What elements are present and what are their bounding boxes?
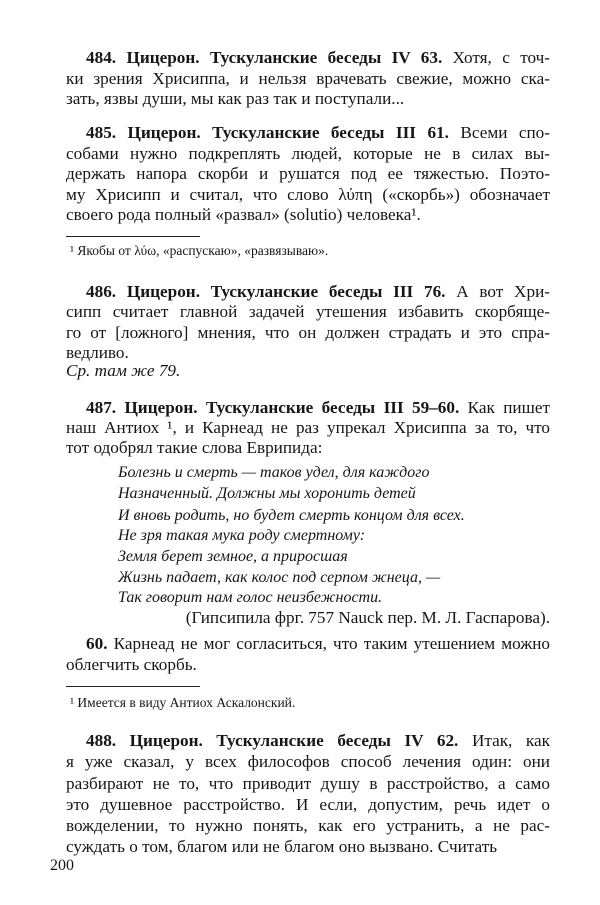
entry-first-line xyxy=(86,282,550,302)
entry-text-line: облегчить скорбь. xyxy=(66,655,197,674)
footnote-divider xyxy=(66,236,200,237)
entry-text-line: своего рода полный «развал» (solutio) человека¹. xyxy=(66,205,421,224)
poem-line: Не зря такая мука роду смертному: xyxy=(118,527,366,544)
footnote: ¹ Имеется в виду Антиох Аскалонский. xyxy=(70,695,296,710)
entry-heading: 488. Цицерон. Тускуланские беседы IV 62. xyxy=(86,731,459,750)
entry-first-line xyxy=(86,731,550,751)
entry-text-line: собами нужно подкреплять людей, которые не в силах вы- xyxy=(66,144,550,163)
poem-line: Жизнь падает, как колос под серпом жнеца, — xyxy=(118,569,441,586)
entry-text-line: я уже сказал, у всех философов способ лечения один: они xyxy=(66,752,550,771)
entry-heading: 487. Цицерон. Тускуланские беседы III 59–60. xyxy=(86,398,460,417)
entry-text-line: сипп считает главной задачей утешения избавить скорбяще- xyxy=(66,302,550,321)
footnote: ¹ Якобы от λύω, «распускаю», «развязываю». xyxy=(70,243,329,258)
entry-first-line xyxy=(86,123,550,143)
entry-text: Как пишет xyxy=(467,398,550,417)
poem-line: И вновь родить, но будет смерть концом для всех. xyxy=(118,507,465,524)
entry-text-line: ведливо. xyxy=(66,343,129,362)
entry-text-line: суждать о том, благом или не благом оно вызвано. Считать xyxy=(66,837,498,856)
entry-text-line: му Хрисипп и считал, что слово λύπη («скорбь») обозначает xyxy=(66,185,550,204)
footnote-divider xyxy=(66,686,200,687)
entry-text-line: наш Антиох ¹, и Карнеад не раз упрекал Хрисиппа за то, что xyxy=(66,418,550,437)
cross-reference: Ср. там же 79. xyxy=(66,361,181,380)
entry-text: Карнеад не мог согласиться, что таким утешением можно xyxy=(113,634,550,653)
entry-text: А вот Хри- xyxy=(456,282,550,301)
entry-text-line: зать, язвы души, мы как раз так и поступали... xyxy=(66,89,405,108)
entry-text-line: вожделении, то нужно понять, как его устранить, а не рас- xyxy=(66,816,550,835)
entry-text: Хотя, с точ- xyxy=(452,48,550,67)
entry-text-line: ки зрения Хрисиппа, и нельзя врачевать свежие, можно ска- xyxy=(66,69,550,88)
entry-first-line xyxy=(86,48,550,68)
entry-heading: 484. Цицерон. Тускуланские беседы IV 63. xyxy=(86,48,443,67)
entry-text-line: это душевное расстройство. И если, допустим, речь идет о xyxy=(66,795,550,814)
entry-text-line: го от [ложного] мнения, что он должен страдать и это спра- xyxy=(66,323,550,342)
page-number: 200 xyxy=(50,857,74,874)
poem-line: Болезнь и смерть — таков удел, для каждого xyxy=(118,464,430,481)
poem-line: Назначенный. Должны мы хоронить детей xyxy=(118,485,416,502)
poem-line: Земля берет земное, а приросшая xyxy=(118,548,348,565)
entry-text: Итак, как xyxy=(471,731,550,750)
entry-text: Всеми спо- xyxy=(460,123,550,142)
poem-attribution: (Гипсипила фрг. 757 Nauck пер. М. Л. Гаспарова). xyxy=(185,608,550,627)
entry-heading: 486. Цицерон. Тускуланские беседы III 76. xyxy=(86,282,446,301)
entry-first-line xyxy=(86,398,550,418)
entry-first-line xyxy=(86,634,550,654)
entry-text-line: тот одобрял такие слова Еврипида: xyxy=(66,438,323,457)
entry-heading: 485. Цицерон. Тускуланские беседы III 61. xyxy=(86,123,449,142)
entry-text-line: держать напора скорби и рушатся под ее тяжестью. Поэто- xyxy=(66,164,550,183)
poem-line: Так говорит нам голос неизбежности. xyxy=(118,589,383,606)
entry-text-line: разбирают не то, что приводит душу в расстройство, а само xyxy=(66,774,550,793)
entry-heading: 60. xyxy=(86,634,108,653)
